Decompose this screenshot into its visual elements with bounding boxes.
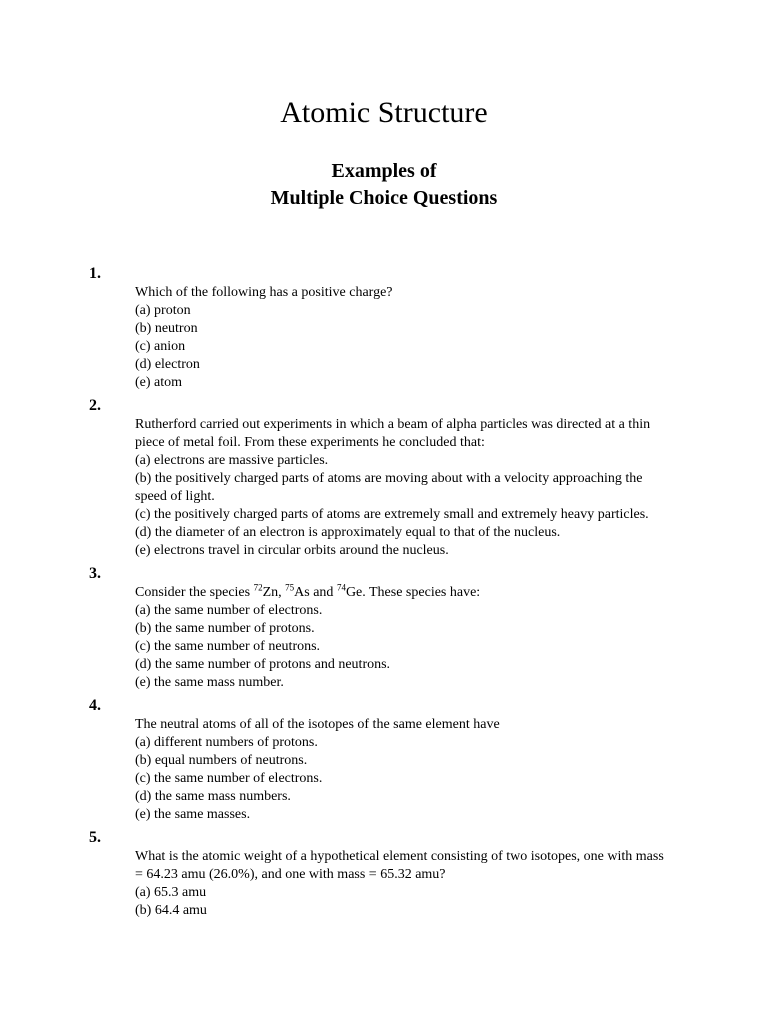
answer-option: (e) atom [135,375,183,390]
answer-option: (a) 65.3 amu [135,885,207,900]
answer-option: (b) 64.4 amu [135,903,207,918]
answer-option: (d) the same number of protons and neutrons. [135,657,391,672]
answer-option: (a) the same number of electrons. [135,603,323,618]
element-symbol: As and [294,585,337,600]
question-list [0,263,768,923]
question-stem: Which of the following has a positive charge? [135,285,393,300]
answer-option: (d) the diameter of an electron is approximately equal to that of the nucleus. [135,525,561,540]
mass-number-superscript: 74 [336,582,346,593]
answer-option: (e) electrons travel in circular orbits around the nucleus. [135,543,449,558]
question-stem: Rutherford carried out experiments in which a beam of alpha particles was directed at a thin piece of metal foil. From these experiments he concluded that: [135,417,651,450]
answer-option: (a) different numbers of protons. [135,735,318,750]
mass-number-superscript: 72 [253,582,263,593]
question-number: 3. [89,565,101,582]
question-1 [0,263,768,395]
question-number: 4. [89,697,101,714]
answer-option: (e) the same masses. [135,807,251,822]
question-number: 1. [89,265,101,282]
answer-option: (e) the same mass number. [135,675,284,690]
page-title: Atomic Structure [280,96,488,129]
answer-option: (d) the same mass numbers. [135,789,291,804]
question-body [135,395,675,563]
element-symbol: Ge. These species have: [345,585,481,600]
answer-option: (c) the same number of neutrons. [135,639,321,654]
question-body [135,263,675,395]
subtitle-line-1: Examples of [331,160,437,182]
question-body [135,695,675,827]
question-4 [0,695,768,827]
page-subtitle [0,158,768,212]
answer-option: (b) the same number of protons. [135,621,315,636]
question-5 [0,827,768,923]
question-3 [0,563,768,695]
element-symbol: Zn, [262,585,286,600]
answer-option: (d) electron [135,357,200,372]
answer-option: (b) equal numbers of neutrons. [135,753,308,768]
question-stem: What is the atomic weight of a hypothetical element consisting of two isotopes, one with mass = 64.23 amu (26.0%), and one with mass = 65.32 amu? [135,849,664,882]
answer-option: (c) anion [135,339,186,354]
question-2 [0,395,768,563]
question-number: 5. [89,829,101,846]
question-body [135,827,675,923]
question-number: 2. [89,397,101,414]
answer-option: (b) the positively charged parts of atoms are moving about with a velocity approaching the speed of light. [135,471,643,504]
answer-option: (c) the same number of electrons. [135,771,323,786]
answer-option: (a) proton [135,303,191,318]
answer-option: (b) neutron [135,321,198,336]
question-stem: The neutral atoms of all of the isotopes of the same element have [135,717,500,732]
answer-option: (a) electrons are massive particles. [135,453,329,468]
answer-option: (c) the positively charged parts of atoms are extremely small and extremely heavy particles. [135,507,649,522]
subtitle-line-2: Multiple Choice Questions [270,187,498,209]
mass-number-superscript: 75 [285,582,295,593]
stem-prefix: Consider the species [135,585,254,600]
question-stem [135,584,675,602]
question-body [135,563,675,695]
